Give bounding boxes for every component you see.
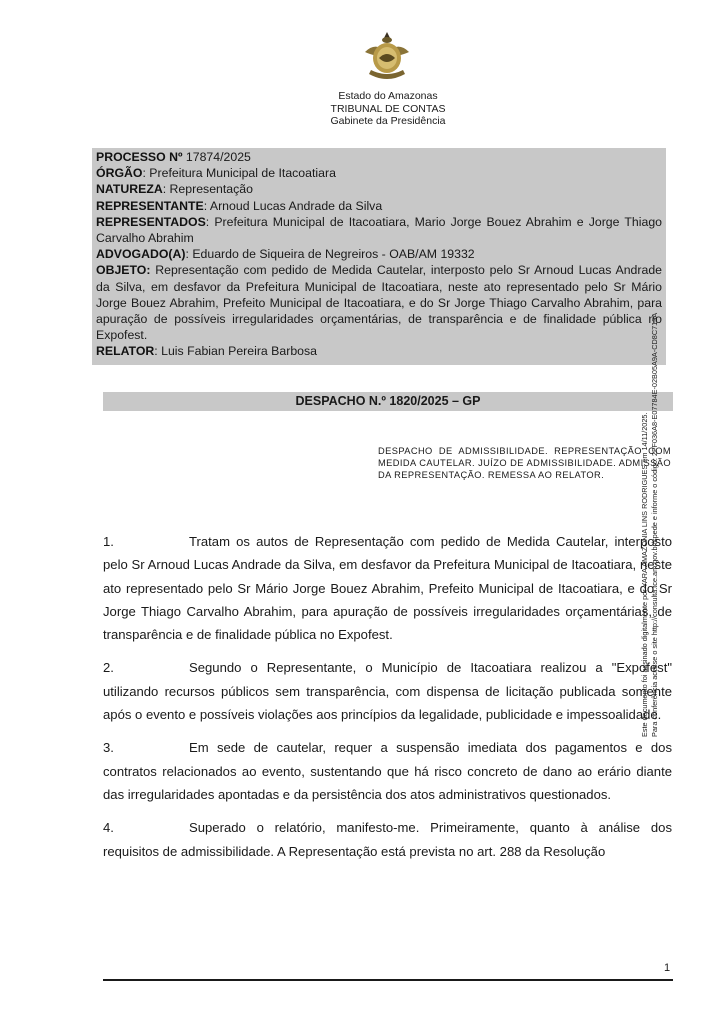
paragraph	[103, 816, 672, 863]
paragraph	[103, 656, 672, 726]
organ-label: ÓRGÃO	[96, 166, 143, 181]
process-info-box	[92, 148, 666, 365]
institution-header	[0, 90, 724, 128]
object-value: Representação com pedido de Medida Cautelar, interposto pelo Sr Arnoud Lucas Andrade da Silva, em desfavor da Prefeitura Municipal de Itacoatiara, neste ato representado pelo Sr Mário Jorge Bouez Abrahim, Prefeito Municipal de Itacoatiara, e do Sr Jorge Thiago Carvalho Abrahim, para apuração de possíveis irregularidades orçamentárias, de transparência e de finalidade pública no Expofest.	[96, 263, 662, 343]
paragraph-text: Segundo o Representante, o Município de Itacoatiara realizou a "Expofest" utilizando recursos públicos sem transparência, com dispensa de licitação publicada somente após o evento e possíveis violações aos princípios da legalidade, publicidade e impessoalidade.	[103, 660, 672, 723]
lawyer-label: ADVOGADO(A)	[96, 247, 186, 262]
page-number: 1	[664, 962, 671, 974]
rapporteur-label: RELATOR	[96, 344, 155, 359]
court-name: TRIBUNAL DE CONTAS	[330, 102, 446, 115]
dispatch-summary: DESPACHO DE ADMISSIBILIDADE. REPRESENTAÇÃO COM MEDIDA CAUTELAR. JUÍZO DE ADMISSIBILIDADE. ADMISSÃO DA REPRESENTAÇÃO. REMESSA AO RELATOR.	[378, 446, 671, 480]
digital-signature-stamp	[640, 237, 680, 737]
representative-row	[96, 198, 662, 214]
nature-row	[96, 181, 662, 197]
footer-divider	[103, 979, 673, 981]
represented-row	[96, 214, 662, 246]
organ-row	[96, 165, 662, 181]
paragraph-number: 4.	[103, 820, 114, 836]
organ-value: : Prefeitura Municipal de Itacoatiara	[142, 166, 336, 181]
represented-label: REPRESENTADOS	[96, 214, 206, 229]
paragraph-number: 1.	[103, 534, 114, 549]
process-number-label: PROCESSO Nº	[96, 150, 183, 164]
paragraph	[103, 530, 672, 646]
verification-line: Para conferência acesse o site http://consulta.tce.am.gov.br/spede e informe o código: 2FF036A8-E07784E-02B05A9A-CD8C713A	[650, 312, 659, 737]
paragraph-text: Tratam os autos de Representação com pedido de Medida Cautelar, interposto pelo Sr Arnoud Lucas Andrade da Silva, em desfavor da Prefeitura Municipal de Itacoatiara, neste ato representado pelo Sr Mário Jorge Bouez Abrahim, Prefeito Municipal de Itacoatiara, e do Sr Jorge Thiago Carvalho Abrahim, para apuração de possíveis irregularidades orçamentárias, de transparência e de finalidade pública no Expofest.	[103, 534, 672, 643]
process-number-row	[96, 149, 662, 165]
nature-label: NATUREZA	[96, 182, 163, 197]
process-number-value: 17874/2025	[182, 150, 251, 164]
dispatch-title: DESPACHO N.º 1820/2025 – GP	[103, 392, 673, 411]
rapporteur-row	[96, 343, 662, 359]
state-name: Estado do Amazonas	[338, 90, 438, 102]
document-body	[103, 530, 672, 873]
paragraph-text: Em sede de cautelar, requer a suspensão imediata dos pagamentos e dos contratos relacionados ao evento, sustentando que há risco concreto de dano ao erário diante das irregularidades apontadas e da persistência dos atos administrativos questionados.	[103, 740, 672, 802]
paragraph-number: 3.	[103, 740, 114, 756]
object-label: OBJETO:	[96, 263, 151, 278]
office-name: Gabinete da Presidência	[330, 115, 446, 127]
representative-value: : Arnoud Lucas Andrade da Silva	[203, 198, 383, 213]
coat-of-arms-seal-icon	[359, 30, 415, 84]
paragraph-text: Superado o relatório, manifesto-me. Primeiramente, quanto à análise dos requisitos de admissibilidade. A Representação está prevista no art. 288 da Resolução	[103, 820, 672, 859]
lawyer-row	[96, 246, 662, 262]
lawyer-value: : Eduardo de Siqueira de Negreiros - OAB/AM 19332	[185, 247, 475, 262]
nature-value: : Representação	[162, 182, 253, 197]
object-row	[96, 262, 662, 343]
rapporteur-value: : Luis Fabian Pereira Barbosa	[154, 344, 317, 359]
paragraph	[103, 736, 672, 806]
paragraph-number: 2.	[103, 660, 114, 676]
signature-line: Este documento foi assinado digitalmente por YARA AMAZONIA LINS RODRIGUES em 14/11/2025.	[640, 412, 649, 737]
represented-value: : Prefeitura Municipal de Itacoatiara, Mario Jorge Bouez Abrahim e Jorge Thiago Carvalho Abrahim	[96, 214, 662, 246]
representative-label: REPRESENTANTE	[96, 198, 204, 213]
